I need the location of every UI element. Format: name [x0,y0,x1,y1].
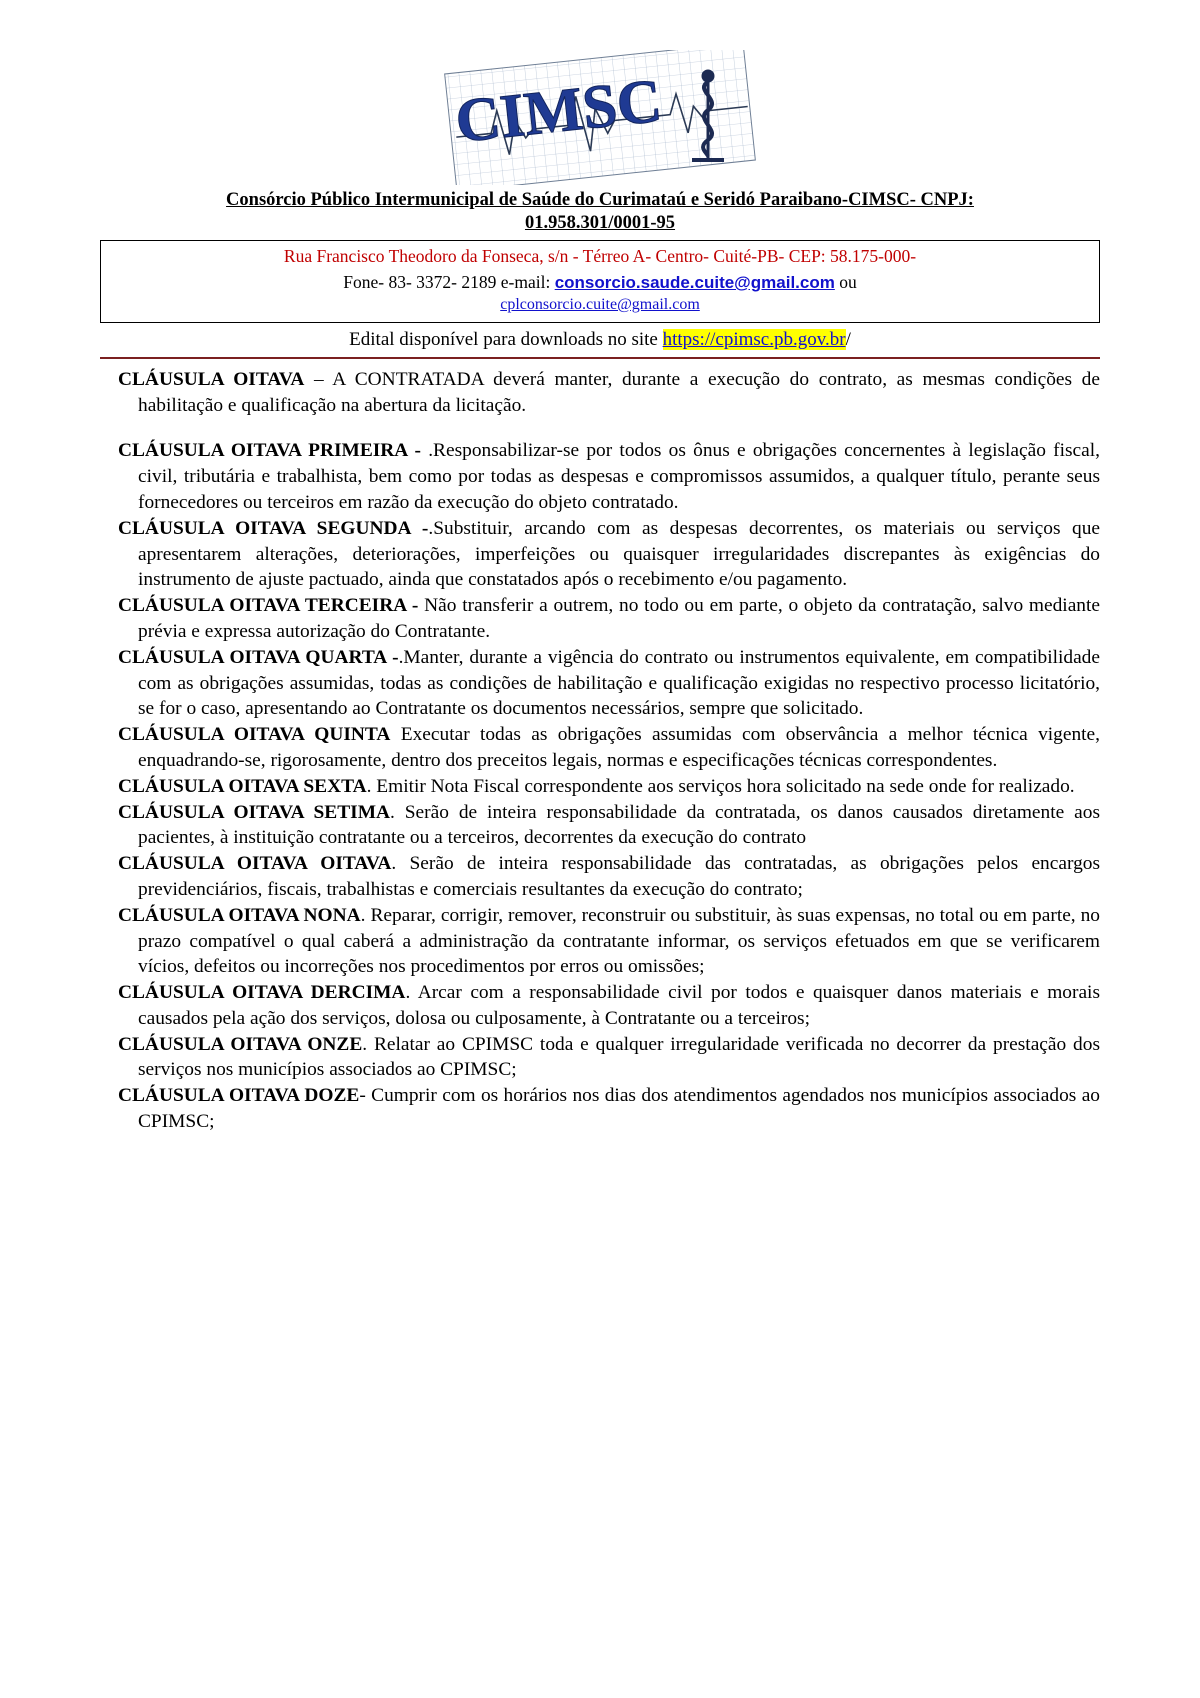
clause-label: CLÁUSULA OITAVA OITAVA [118,853,392,875]
phone-prefix: Fone- 83- 3372- 2189 e-mail: [343,271,555,292]
clause-label: CLÁUSULA OITAVA [118,368,305,390]
clause-item [100,800,1100,852]
header-title-line2: 01.958.301/0001-95 [524,212,676,233]
address-box [100,240,1100,323]
clause-label: CLÁUSULA OITAVA NONA [118,904,361,926]
address-line: Rua Francisco Theodoro da Fonseca, s/n - Térreo A- Centro- Cuité-PB- CEP: 58.175-000- [283,246,917,267]
clause-text: Executar todas as obrigações assumidas com observância a melhor técnica vigente, enquadrando-se, rigorosamente, dentro dos preceitos legais, normas e especificações técnicas correspondentes. [138,724,1100,771]
clause-item [100,593,1100,645]
clause-label: CLÁUSULA OITAVA SEGUNDA - [118,517,429,539]
clause-text: Não transferir a outrem, no todo ou em parte, o objeto da contratação, salvo mediante prévia e expressa autorização do Contratante. [138,595,1100,642]
header-divider [100,357,1100,359]
header-title [100,189,1100,234]
clause-item [100,645,1100,722]
clause-label: CLÁUSULA OITAVA QUARTA - [118,646,399,668]
site-prefix: Edital disponível para downloads no site [349,328,663,350]
clause-text: .Responsabilizar-se por todos os ônus e obrigações concernentes à legislação fiscal, civil, tributária e trabalhista, bem como por todas as despesas e compromissos assumidos, a qualquer título, perante seus fornecedores ou terceiros em razão da execução do objeto contratado. [138,440,1100,513]
site-download-line [100,329,1100,355]
clause-text: . Serão de inteira responsabilidade da contratada, os danos causados diretamente aos pacientes, à instituição contratante ou a terceiros, decorrentes da execução do contrato [138,801,1100,849]
header-title-line1: Consórcio Público Intermunicipal de Saúde do Curimataú e Seridó Paraibano-CIMSC- CNPJ: [226,190,974,210]
site-suffix: / [845,328,851,350]
email-secondary-line [107,295,1093,316]
clause-text: . Arcar com a responsabilidade civil por todos e quaisquer danos materiais e morais causados pela ação dos serviços, dolosa ou culposamente, à Contratante ou a terceiros; [138,982,1100,1029]
clause-item [100,774,1100,800]
document-body [100,367,1100,1135]
clause-text: . Relatar ao CPIMSC toda e qualquer irregularidade verificada no decorrer da prestação dos serviços nos municípios associados ao CPIMSC; [138,1033,1100,1081]
clause-text: .Substituir, arcando com as despesas decorrentes, os materiais ou serviços que apresentarem alterações, deteriorações, imperfeições ou quaisquer irregularidades discrepantes às exigências do instrumento de ajuste pactuado, ainda que constatados após o recebimento e/ou pagamento. [138,517,1100,591]
clause-label: CLÁUSULA OITAVA PRIMEIRA - [118,440,429,462]
clause-text: . Serão de inteira responsabilidade das contratadas, as obrigações pelos encargos previdenciários, fiscais, trabalhistas e comerciais resultantes da execução do contrato; [138,853,1101,900]
clause-label: CLÁUSULA OITAVA SEXTA [118,775,367,797]
clause-item [100,367,1100,419]
clause-item [100,1032,1100,1084]
clause-item [100,438,1100,515]
clause-text: . Reparar, corrigir, remover, reconstruir ou substituir, às suas expensas, no total ou em parte, no prazo compatível o qual caberá a administração da contratante informar, os serviços efetuados em que se verificarem vícios, defeitos ou incorreções nos procedimentos por erros ou omissões; [138,904,1100,978]
clause-item [100,1083,1100,1135]
phone-suffix: ou [834,271,857,292]
clause-label: CLÁUSULA OITAVA DERCIMA [118,982,406,1004]
clause-item [100,722,1100,774]
clause-label: CLÁUSULA OITAVA QUINTA [118,724,391,746]
clause-item [100,851,1100,903]
clause-text: - Cumprir com os horários nos dias dos atendimentos agendados nos municípios associados ao CPIMSC; [138,1085,1100,1133]
clause-text: .Manter, durante a vigência do contrato ou instrumentos equivalente, em compatibilidade com as obrigações assumidas, todas as condições de habilitação e qualificação exigidas no respectivo processo licitatório, se for o caso, apresentando ao Contratante os documentos necessários, sempre que solicitado. [138,646,1100,720]
clause-text: . Emitir Nota Fiscal correspondente aos serviços hora solicitado na sede onde for realizado. [366,775,1075,797]
logo-container [100,50,1100,185]
clause-text: – A CONTRATADA deverá manter, durante a execução do contrato, as mesmas condições de habilitação e qualificação na abertura da licitação. [138,368,1100,416]
spacer [100,418,1100,438]
clause-item [100,903,1100,980]
clause-label: CLÁUSULA OITAVA DOZE [118,1085,360,1107]
clause-item [100,980,1100,1032]
clause-label: CLÁUSULA OITAVA SETIMA [118,801,390,823]
svg-text:CIMSC: CIMSC [452,66,666,156]
clause-item [100,516,1100,593]
site-url-link[interactable]: https://cpimsc.pb.gov.br [662,328,846,350]
clause-label: CLÁUSULA OITAVA TERCEIRA - [118,595,425,617]
cimsc-logo-icon [420,50,780,185]
email-primary-link[interactable]: consorcio.saude.cuite@gmail.com [554,272,835,292]
email-secondary-link[interactable]: cplconsorcio.cuite@gmail.com [500,295,700,313]
phone-email-line [107,271,1093,294]
clause-label: CLÁUSULA OITAVA ONZE [118,1033,363,1055]
